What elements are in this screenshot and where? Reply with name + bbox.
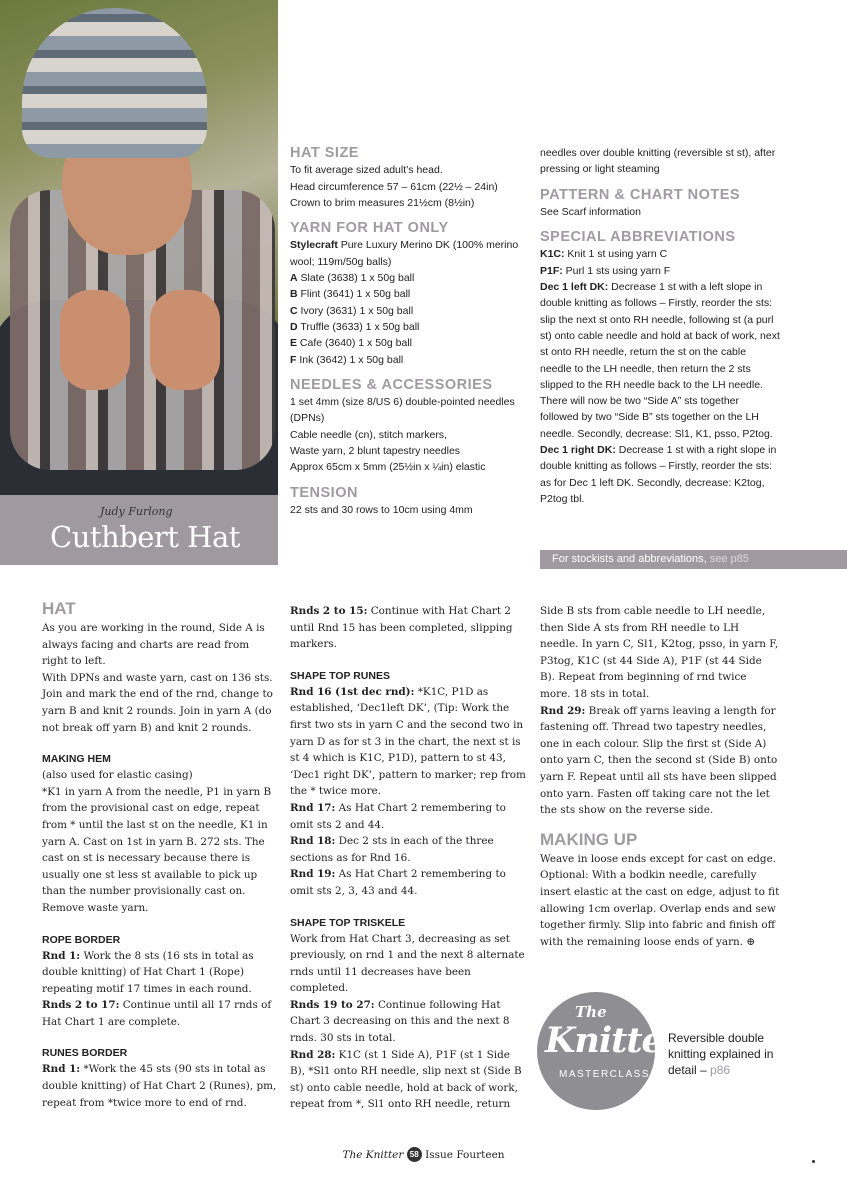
- instruction-row: [290, 997, 528, 1047]
- stockists-banner: [540, 550, 847, 569]
- yarn-key: F: [290, 353, 297, 366]
- instruction-key: Rnd 28:: [290, 1048, 336, 1061]
- yarn-item: [290, 303, 535, 319]
- intro-paragraph: As you are working in the round, Side A is always facing and charts are read from right to left.: [42, 622, 265, 668]
- runes-border-heading: RUNES BORDER: [42, 1047, 128, 1060]
- abbreviation-item: [540, 246, 780, 262]
- instruction-row: [42, 997, 277, 1030]
- instruction-row: [290, 800, 528, 833]
- yarn-text: Flint (3641) 1 x 50g ball: [297, 288, 411, 301]
- page-number-badge: 58: [407, 1147, 422, 1162]
- hat-heading: HAT: [42, 599, 76, 618]
- hero-photo: [0, 0, 278, 500]
- masterclass-caption: [668, 1030, 778, 1078]
- hat-size-line: To fit average sized adult’s head.: [290, 164, 443, 177]
- instruction-text: Continue following Hat Chart 3 decreasing on this and the next 8 rnds. 30 sts in total.: [290, 998, 510, 1045]
- masterclass-caption-text: Reversible double knitting explained in detail –: [668, 1031, 774, 1077]
- yarn-text: Ink (3642) 1 x 50g ball: [296, 353, 404, 366]
- making-up-heading: MAKING UP: [540, 829, 638, 849]
- instruction-key: Rnds 2 to 17:: [42, 999, 120, 1012]
- yarn-text: Cafe (3640) 1 x 50g ball: [297, 337, 413, 350]
- abbreviation-text: Purl 1 sts using yarn F: [562, 264, 671, 277]
- instruction-key: Rnd 1:: [42, 1063, 81, 1076]
- abbreviation-item: [540, 279, 780, 442]
- yarn-key: E: [290, 337, 298, 350]
- badge-knitter-logo: Knitter: [545, 1020, 681, 1061]
- instruction-text: Dec 2 sts in each of the three sections as for Rnd 16.: [290, 835, 494, 864]
- abbreviation-text: Decrease 1 st with a left slope in double knitting as follows – Firstly, reorder the sts: slip the next st onto RH needle, following st (a purl st) onto cable needle and hold at back of work, next st onto RH needle, return the st on the cable needle to the LH needle, then return the 2 sts slipped to the RH needle back to the LH needle. There will now be two “Side A” sts together followed by two “Side B” sts together on the LH needle. Secondly, decrease: Sl1, K1, psso, P2tog.: [540, 281, 780, 440]
- photo-hand-left: [60, 290, 130, 390]
- needles-heading: NEEDLES & ACCESSORIES: [290, 376, 493, 393]
- instruction-row: [290, 866, 528, 899]
- tension-text: 22 sts and 30 rows to 10cm using 4mm: [290, 503, 473, 516]
- instruction-row: [290, 684, 528, 800]
- footer-magazine: The Knitter: [342, 1149, 404, 1161]
- yarn-brand: Stylecraft: [290, 239, 338, 252]
- abbreviation-key: Dec 1 left DK:: [540, 281, 609, 294]
- hat-size-line: Head circumference 57 – 61cm (22½ – 24in): [290, 180, 498, 193]
- making-hem-heading: MAKING HEM: [42, 753, 111, 766]
- rnd28-continued: Side B sts from cable needle to LH needle, then Side A sts from RH needle to LH needle. In yarn C, Sl1, K2tog, psso, in yarn F, P3tog, K1C (st 44 Side A), P1F (st 44 Side B). Repeat from beginning of rnd twice more. 18 sts in total.: [540, 605, 779, 700]
- pattern-title: Cuthbert Hat: [50, 520, 240, 554]
- shape-top-triskele-heading: SHAPE TOP TRISKELE: [290, 916, 406, 929]
- yarn-heading: YARN FOR HAT ONLY: [290, 220, 449, 237]
- needles-line: Approx 65cm x 5mm (25½in x ¼in) elastic: [290, 461, 486, 474]
- photo-hand-right: [150, 290, 220, 390]
- corner-dot: [812, 1160, 815, 1163]
- hat-size-line: Crown to brim measures 21½cm (8½in): [290, 196, 475, 209]
- body-column-2: [290, 603, 528, 1113]
- chart-notes-heading: PATTERN & CHART NOTES: [540, 186, 741, 203]
- yarn-brand-line: [290, 237, 535, 270]
- abbreviation-key: Dec 1 right DK:: [540, 444, 616, 457]
- instruction-key: Rnd 19:: [290, 868, 336, 881]
- tension-heading: TENSION: [290, 484, 358, 501]
- yarn-key: D: [290, 320, 298, 333]
- instruction-key: Rnd 17:: [290, 801, 336, 814]
- chart-notes-text: See Scarf information: [540, 205, 641, 218]
- abbreviation-text: Decrease 1 st with a right slope in double knitting as follows – Firstly, reorder the sts: as for Dec 1 left DK. Secondly, decrease: K2tog, P2tog tbl.: [540, 444, 777, 505]
- yarn-text: Ivory (3631) 1 x 50g ball: [297, 304, 414, 317]
- hat-size-heading: HAT SIZE: [290, 145, 359, 161]
- yarn-item: [290, 270, 535, 286]
- footer-issue: Issue Fourteen: [425, 1149, 505, 1161]
- instruction-text: As Hat Chart 2 remembering to omit sts 2 and 44.: [290, 801, 506, 831]
- yarn-item: [290, 286, 535, 302]
- needles-line: Cable needle (cn), stitch markers,: [290, 428, 447, 441]
- abbreviation-text: Knit 1 st using yarn C: [564, 248, 668, 261]
- instruction-row: [290, 603, 528, 653]
- instruction-key: Rnd 29:: [540, 704, 586, 717]
- photo-hat: [22, 8, 207, 158]
- yarn-key: B: [290, 288, 298, 301]
- badge-masterclass-text: MASTERCLASS: [559, 1069, 650, 1080]
- instruction-text: Work the 8 sts (16 sts in total as double knitting) of Hat Chart 1 (Rope) repeating motif 17 times in each round.: [42, 949, 254, 995]
- masterclass-page-link[interactable]: p86: [710, 1063, 731, 1077]
- yarn-key: A: [290, 272, 298, 285]
- shape-top-runes-heading: SHAPE TOP RUNES: [290, 669, 390, 682]
- badge-the-text: The: [575, 1003, 607, 1021]
- making-up-paragraph: Optional: With a bodkin needle, carefully insert elastic at the cast on edge, adjust to fit allowing 1cm overlap. Overlap ends and sew together firmly. Slip into fabric and finish off with the remaining loose ends of yarn. ⊕: [540, 869, 780, 948]
- info-column-middle: [290, 145, 535, 518]
- instruction-row: [42, 1061, 277, 1111]
- info-column-right: [540, 145, 780, 507]
- instruction-key: Rnd 16 (1st dec rnd):: [290, 685, 415, 698]
- instruction-key: Rnd 18:: [290, 835, 336, 848]
- instruction-text: Break off yarns leaving a length for fastening off. Thread two tapestry needles, one in each colour. Slip the first st (Side A) onto yarn C, then the second st (Side B) onto yarn F. Repeat until all sts have been slipped onto yarn. Fasten off taking care not the let the sts show on the reverse side.: [540, 704, 778, 817]
- designer-name: Judy Furlong: [100, 505, 173, 518]
- instruction-row: [290, 833, 528, 866]
- instruction-key: Rnds 2 to 15:: [290, 605, 368, 617]
- instruction-key: Rnds 19 to 27:: [290, 998, 375, 1011]
- yarn-text: Slate (3638) 1 x 50g ball: [297, 272, 415, 285]
- instruction-text: K1C (st 1 Side A), P1F (st 1 Side B), *Sl1 onto RH needle, slip next st (Side B st) onto cable needle, hold at back of work, repeat from *, Sl1 onto RH needle, return: [290, 1048, 522, 1111]
- page-footer: [0, 1147, 847, 1162]
- instruction-key: Rnd 1:: [42, 949, 81, 962]
- abbreviation-key: P1F:: [540, 264, 563, 277]
- yarn-item: [290, 352, 535, 368]
- making-up-paragraph: Weave in loose ends except for cast on edge.: [540, 852, 777, 865]
- abbreviation-item: [540, 263, 780, 279]
- yarn-text: Truffle (3633) 1 x 50g ball: [297, 320, 420, 333]
- intro-paragraph: With DPNs and waste yarn, cast on 136 sts. Join and mark the end of the rnd, change to yarn B and knit 2 rounds. Join in yarn A (do not break off yarn B) and knit 2 rounds.: [42, 671, 273, 734]
- abbreviation-key: K1C:: [540, 248, 565, 261]
- stockists-text: For stockists and abbreviations,: [552, 553, 710, 565]
- body-column-3: [540, 603, 780, 950]
- yarn-item: [290, 335, 535, 351]
- instruction-text: *K1C, P1D as established, ‘Dec1left DK’, (Tip: Work the first two sts in yarn C and the second two in yarn D as for st 3 in the chart, the next st is st 4 which is K1C, P1D), pattern to st 43, ‘Dec1 right DK’, pattern to marker; rep from the * twice more.: [290, 685, 526, 798]
- tension-continued: needles over double knitting (reversible st st), after pressing or light steaming: [540, 147, 776, 176]
- yarn-item: [290, 319, 535, 335]
- instruction-text: *Work the 45 sts (90 sts in total as double knitting) of Hat Chart 2 (Runes), pm, repeat from *twice more to end of rnd.: [42, 1063, 277, 1109]
- instruction-text: Continue until all 17 rnds of Hat Chart 1 are complete.: [42, 999, 272, 1028]
- rope-border-heading: ROPE BORDER: [42, 933, 121, 946]
- yarn-key: C: [290, 304, 298, 317]
- needles-line: 1 set 4mm (size 8/US 6) double-pointed needles (DPNs): [290, 396, 515, 425]
- instruction-row: [42, 948, 277, 998]
- instruction-row: [290, 1047, 528, 1113]
- instruction-row: [540, 703, 780, 819]
- making-hem-text: *K1 in yarn A from the needle, P1 in yarn B from the provisional cast on edge, repeat from * until the last st on the needle, K1 in yarn A. Cast on 1st in yarn B. 272 sts. The cast on st is necessary because there is usually one st less st available to pick up than the number provisionally cast on. Remove waste yarn.: [42, 785, 272, 914]
- abbreviation-item: [540, 442, 780, 507]
- abbreviations-heading: SPECIAL ABBREVIATIONS: [540, 229, 736, 246]
- triskele-intro: Work from Hat Chart 3, decreasing as set previously, on rnd 1 and the next 8 alternate rnds until 11 decreases have been completed.: [290, 932, 525, 995]
- body-column-1: [42, 598, 277, 1111]
- yarn-brand-desc: Pure Luxury Merino DK (100% merino wool; 119m/50g balls): [290, 239, 519, 268]
- instruction-text: As Hat Chart 2 remembering to omit sts 2, 3, 43 and 44.: [290, 868, 506, 897]
- stockists-page-link[interactable]: see p85: [709, 553, 749, 565]
- making-hem-subheading: (also used for elastic casing): [42, 769, 193, 782]
- instruction-text: Continue with Hat Chart 2 until Rnd 15 has been completed, slipping markers.: [290, 605, 513, 651]
- needles-line: Waste yarn, 2 blunt tapestry needles: [290, 445, 461, 458]
